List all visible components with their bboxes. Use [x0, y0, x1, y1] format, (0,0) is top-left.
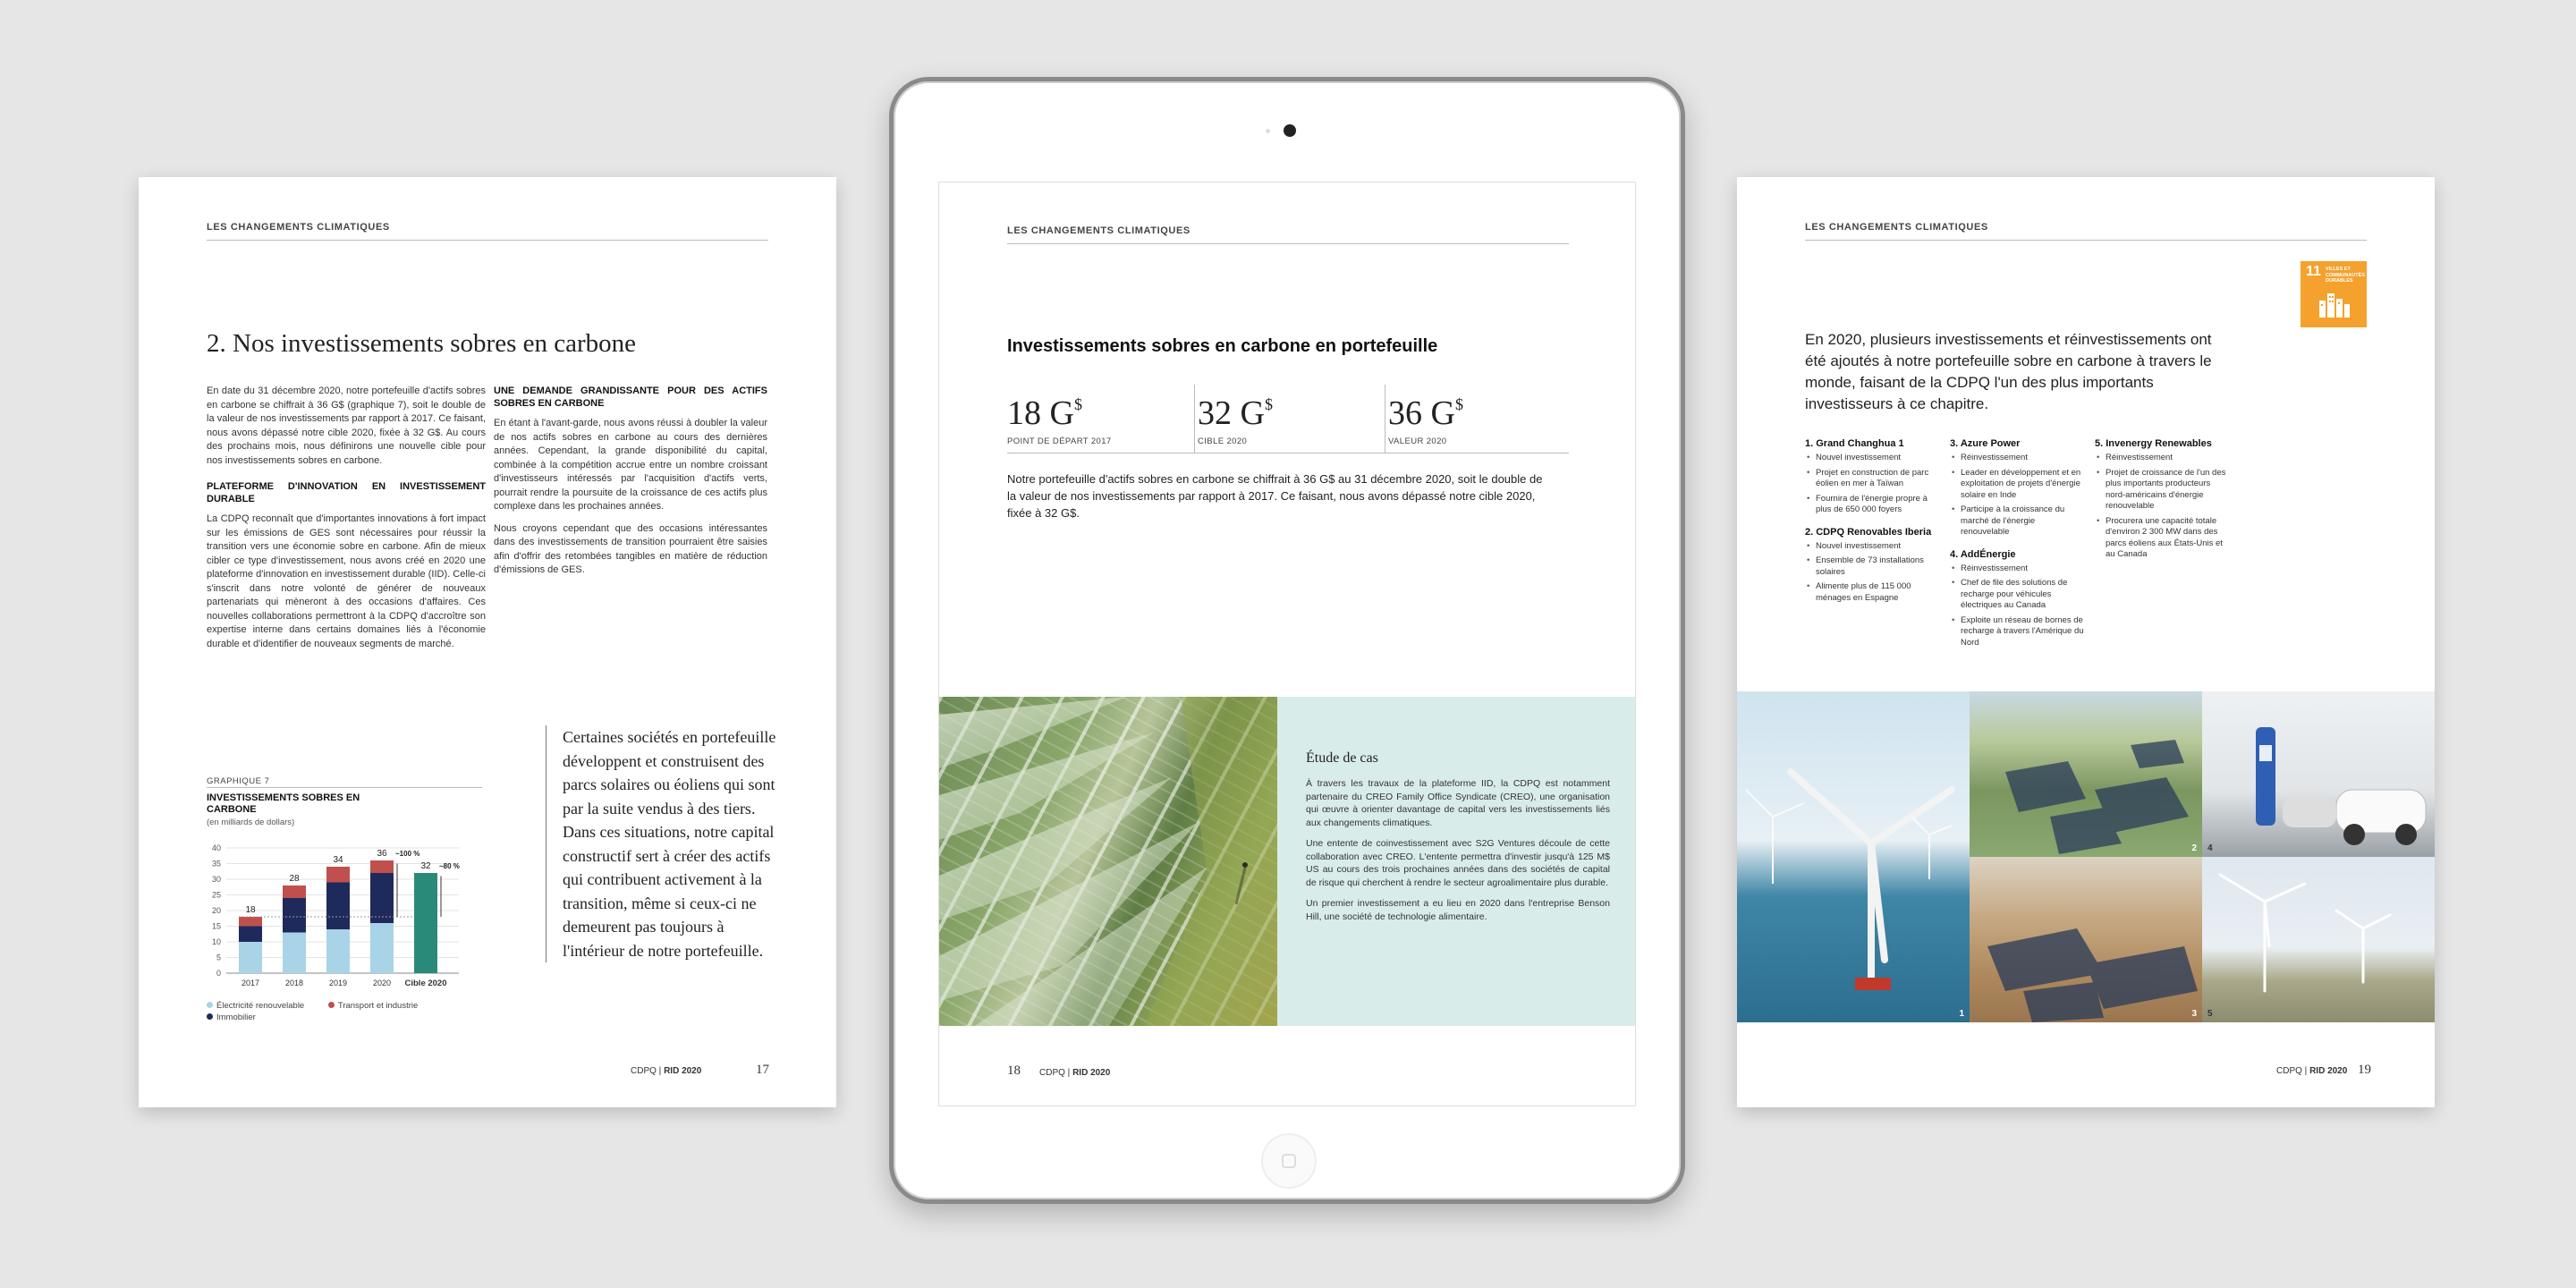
folio-report: RID 2020 [1072, 1068, 1111, 1078]
desert-solar-photo [1970, 857, 2202, 1022]
stat-value [1388, 394, 1463, 433]
photo-number: 5 [2207, 1009, 2213, 1019]
sdg-number: 11 [2306, 264, 2321, 279]
investment-list [2095, 453, 2229, 561]
x-tick-label: 2018 [284, 979, 304, 987]
paragraph: À travers les travaux de la plateforme IID, la CDPQ est notamment partenaire du CREO Family Office Syndicate (CREO), une organisation qui œuvre à orienter davantage de capital vers les investissements liés aux changements climatiques. [1306, 778, 1610, 828]
folio-report: RID 2020 [2309, 1066, 2348, 1076]
graph-label: GRAPHIQUE 7 [207, 776, 270, 786]
investment-list [1805, 541, 1939, 605]
section-header: LES CHANGEMENTS CLIMATIQUES [1805, 222, 1988, 233]
page-title: 2. Nos investissements sobres en carbone [207, 329, 637, 358]
text-column-2 [494, 385, 767, 586]
greenhouse-illustration [939, 697, 1277, 1026]
onshore-turbines-illustration [2202, 857, 2435, 1022]
home-button-icon [1282, 1154, 1296, 1168]
subheading: PLATEFORME D'INNOVATION EN INVESTISSEMENT DURABLE [207, 481, 486, 504]
case-study-title: Étude de cas [1306, 750, 1378, 766]
screen-title: Investissements sobres en carbone en portefeuille [1007, 336, 1438, 356]
text-column-1 [207, 385, 486, 659]
investment-column-2 [1950, 438, 2084, 659]
investment-list [1805, 453, 1939, 516]
pull-quote: Certaines sociétés en portefeuille développent et construisent des parcs solaires ou éoliens qui sont par la suite vendus à des tiers. Dans ces situations, notre capital constructif sert à créer des actifs qui contribuent activement à la transition, même si ceux-ci ne demeurent pas toujours à l'intérieur de notre portefeuille. [546, 725, 783, 962]
graph-rule [207, 787, 482, 788]
x-tick-label: 2017 [241, 979, 260, 987]
bar-segment [283, 886, 306, 898]
bar-segment [283, 898, 306, 933]
legend-dot [207, 1013, 213, 1020]
bar-segment [370, 923, 394, 973]
y-tick-label: 15 [211, 921, 221, 931]
paragraph: Un premier investissement a eu lieu en 2020 dans l'entreprise Benson Hill, une société de technologie alimentaire. [1306, 898, 1610, 922]
greenhouse-photo [939, 697, 1277, 1026]
solar-farm-photo [1970, 691, 2202, 857]
list-item: • Nouvel investissement [1805, 453, 1939, 464]
bar-segment [326, 929, 350, 973]
header-rule [1007, 243, 1569, 244]
bar-segment [239, 927, 262, 943]
graph-title: INVESTISSEMENTS SOBRES EN CARBONE [207, 792, 360, 815]
wind-turbines-illustration [1737, 691, 1970, 1022]
onshore-wind-photo [2202, 857, 2435, 1022]
investment-title: 5. Invenergy Renewables [2095, 438, 2212, 449]
investment-title: 4. AddÉnergie [1950, 548, 2016, 560]
list-item: • Réinvestissement [1950, 453, 2084, 464]
section-header: LES CHANGEMENTS CLIMATIQUES [1007, 225, 1191, 236]
investment-title: 2. CDPQ Renovables Iberia [1805, 526, 1932, 538]
stat-label: POINT DE DÉPART 2017 [1007, 436, 1112, 446]
paragraph: En étant à l'avant-garde, nous avons réussi à doubler la valeur de nos actifs sobres en carbone au cours des dernières années. Cependant, la grande disponibilité du capital, combinée à la compétition accrue entre un nombre croissant d'investisseurs intéressés par l'acquisition d'actifs verts, pourrait rendre la poursuite de la croissance de ces actifs plus complexe dans les prochaines années. [494, 418, 767, 512]
list-item: • Procurera une capacité totale d'environ 2 300 MW dans des parcs éoliens aux États-Unis et au Canada [2095, 516, 2229, 561]
folio-report: RID 2020 [664, 1066, 702, 1076]
bar-segment [283, 933, 306, 974]
stat-divider [1194, 385, 1195, 453]
stat-label: CIBLE 2020 [1198, 436, 1248, 446]
bar-total-label: 28 [289, 874, 300, 884]
stat-number: 32 G [1198, 394, 1265, 432]
legend-label: Immobilier [216, 1013, 256, 1022]
investment-column-3 [2095, 438, 2229, 572]
list-item: • Projet de croissance de l'un des plus importants producteurs nord-américains d'énergie renouvelable [2095, 468, 2229, 513]
graph-unit: (en milliards de dollars) [207, 818, 295, 827]
y-tick-label: 30 [211, 875, 221, 884]
y-tick-label: 10 [211, 937, 221, 946]
y-tick-label: 20 [211, 906, 221, 915]
desert-solar-illustration [1970, 857, 2202, 1022]
header-rule [1805, 240, 2367, 241]
legend-dot [207, 1002, 213, 1008]
y-tick-label: 5 [216, 953, 221, 962]
stat-unit: $ [1073, 395, 1082, 413]
folio: CDPQ | RID 2020 [1039, 1068, 1111, 1078]
investment-list [1950, 564, 2084, 649]
page-19 [1737, 177, 2435, 1107]
list-item: • Réinvestissement [1950, 564, 2084, 575]
legend-label: Électricité renouvelable [216, 1001, 305, 1011]
paragraph: Une entente de coinvestissement avec S2G Ventures découle de cette collaboration avec CREO. L'entente permettra d'investir jusqu'à 125 M$ US au cours des trois prochaines années dans des sociétés de capital de risque qui cherchent à rendre le secteur agroalimentaire plus durable. [1306, 838, 1610, 888]
subheading: UNE DEMANDE GRANDISSANTE POUR DES ACTIFS SOBRES EN CARBONE [494, 386, 767, 409]
investment-title: 3. Azure Power [1950, 438, 2021, 449]
list-item: • Chef de file des solutions de recharge pour véhicules électriques au Canada [1950, 578, 2084, 612]
stat-value [1007, 394, 1082, 433]
chart-legend [207, 1000, 418, 1023]
legend-item-transport [328, 1001, 418, 1011]
stat-unit: $ [1264, 395, 1273, 413]
section-header: LES CHANGEMENTS CLIMATIQUES [207, 222, 390, 233]
list-item: • Exploite un réseau de bornes de recharge à travers l'Amérique du Nord [1950, 615, 2084, 649]
summary-paragraph: Notre portefeuille d'actifs sobres en carbone se chiffrait à 36 G$ au 31 décembre 2020, soit le double de la valeur de nos investissements par rapport à 2017. Ce faisant, nous avons dépassé notre cible 2020, fixée à 32 G$. [1007, 472, 1543, 520]
legend-item-renewable [207, 1001, 304, 1011]
bar-chart [199, 828, 486, 998]
sdg-11-badge [2301, 261, 2367, 327]
ev-charger-illustration [2202, 691, 2435, 857]
legend-item-realestate [207, 1013, 256, 1022]
folio: CDPQ | RID 2020 [631, 1066, 702, 1076]
folio-brand: CDPQ [1039, 1068, 1065, 1078]
folio-brand: CDPQ [2276, 1066, 2302, 1076]
stat-unit: $ [1454, 395, 1463, 413]
case-study-panel [1277, 697, 1636, 1026]
header-rule [207, 240, 768, 241]
list-item: • Participe à la croissance du marché de l'énergie renouvelable [1950, 504, 2084, 538]
home-button[interactable] [1261, 1133, 1317, 1189]
stat-value [1198, 394, 1273, 433]
bar-total-label: 34 [333, 855, 343, 865]
investment-title: 1. Grand Changhua 1 [1805, 438, 1904, 449]
paragraph: En date du 31 décembre 2020, notre portefeuille d'actifs sobres en carbone se chiffrait à 36 G$ (graphique 7), soit le double de la valeur de nos investissements par rapport à 2017. Ce faisant, nous avons dépassé notre cible 2020, fixée à 32 G$. Au cours des prochains mois, nous définirons une nouvelle cible pour nos investissements sobres en carbone. [207, 386, 486, 466]
bar-total-label: 18 [245, 905, 256, 915]
tablet-screen-page-18[interactable] [938, 182, 1636, 1106]
bar-segment [370, 873, 394, 923]
list-item: • Réinvestissement [2095, 453, 2229, 464]
tablet-camera [1284, 124, 1296, 137]
growth-annotation: ~100 % [395, 850, 420, 858]
bar-segment [370, 860, 394, 873]
folio-brand: CDPQ [631, 1066, 657, 1076]
list-item: • Alimente plus de 115 000 ménages en Espagne [1805, 581, 1939, 604]
y-tick-label: 25 [211, 890, 221, 900]
list-item: • Projet en construction de parc éolien en mer à Taïwan [1805, 468, 1939, 490]
page-number: 17 [756, 1063, 769, 1077]
growth-annotation: ~80 % [439, 862, 460, 870]
stat-number: 18 G [1007, 394, 1074, 432]
bar-total-label: 36 [377, 849, 387, 859]
stat-number: 36 G [1388, 394, 1455, 432]
city-buildings-icon [2318, 292, 2351, 318]
list-item: • Fournira de l'énergie propre à plus de 650 000 foyers [1805, 494, 1939, 516]
x-tick-label: 2020 [372, 979, 392, 987]
offshore-wind-photo [1737, 691, 1970, 1022]
x-tick-label: 2019 [328, 979, 348, 987]
stat-label: VALEUR 2020 [1388, 436, 1447, 446]
page-number: 18 [1007, 1063, 1021, 1078]
intro-text: En 2020, plusieurs investissements et réinvestissements ont été ajoutés à notre portefeuille sobre en carbone à travers le monde, faisant de la CDPQ l'un des plus importants investisseurs à ce chapitre. [1805, 331, 2212, 412]
tablet-device [889, 77, 1685, 1204]
photo-number: 4 [2207, 843, 2213, 853]
solar-fields-illustration [1970, 691, 2202, 857]
folio: CDPQ | RID 2020 [2276, 1066, 2348, 1076]
list-item: • Leader en développement et en exploitation de projets d'énergie solaire en Inde [1950, 468, 2084, 502]
bar-segment [326, 867, 350, 883]
tablet-sensor [1266, 129, 1270, 133]
legend-dot [328, 1002, 335, 1008]
photo-number: 3 [2191, 1009, 2197, 1019]
list-item: • Ensemble de 73 installations solaires [1805, 555, 1939, 578]
page-number: 19 [2358, 1063, 2371, 1077]
target-bar [414, 873, 437, 973]
bar-segment [239, 942, 262, 973]
bar-segment [326, 883, 350, 930]
investment-column-1 [1805, 438, 1939, 614]
page-17 [139, 177, 836, 1107]
photo-number: 2 [2191, 843, 2197, 853]
legend-label: Transport et industrie [337, 1001, 419, 1011]
bar-total-label: 32 [420, 861, 431, 871]
ev-charging-photo [2202, 691, 2435, 857]
x-tick-label: Cible 2020 [404, 979, 447, 988]
y-tick-label: 35 [211, 859, 221, 869]
investment-list [1950, 453, 2084, 538]
paragraph: Nous croyons cependant que des occasions intéressantes dans des investissements de transition pourraient être saisies afin d'offrir des retombées tangibles en matière de réduction d'émissions de GES. [494, 522, 767, 575]
sdg-text: VILLES ET COMMUNAUTÉS DURABLES [2326, 267, 2365, 284]
y-tick-label: 40 [211, 843, 221, 852]
y-tick-label: 0 [216, 969, 221, 978]
bar-segment [239, 917, 262, 927]
paragraph: La CDPQ reconnaît que d'importantes innovations à fort impact sur les émissions de GES sont nécessaires pour réussir la transition vers une économie sobre en carbone. Afin de mieux cibler ce type d'investissement, nous avons créé en 2020 une plateforme d'innovation en investissement durable (IID). Celle-ci s'inscrit dans notre volonté de générer de nouveaux partenariats qui mèneront à des occasions d'affaires. Ces nouvelles collaborations permettront à la CDPQ d'accroître son expertise interne dans certains domaines liés à l'économie durable et d'identifier de nouveaux segments de marché. [207, 513, 486, 649]
photo-number: 1 [1959, 1009, 1964, 1019]
list-item: • Nouvel investissement [1805, 541, 1939, 553]
